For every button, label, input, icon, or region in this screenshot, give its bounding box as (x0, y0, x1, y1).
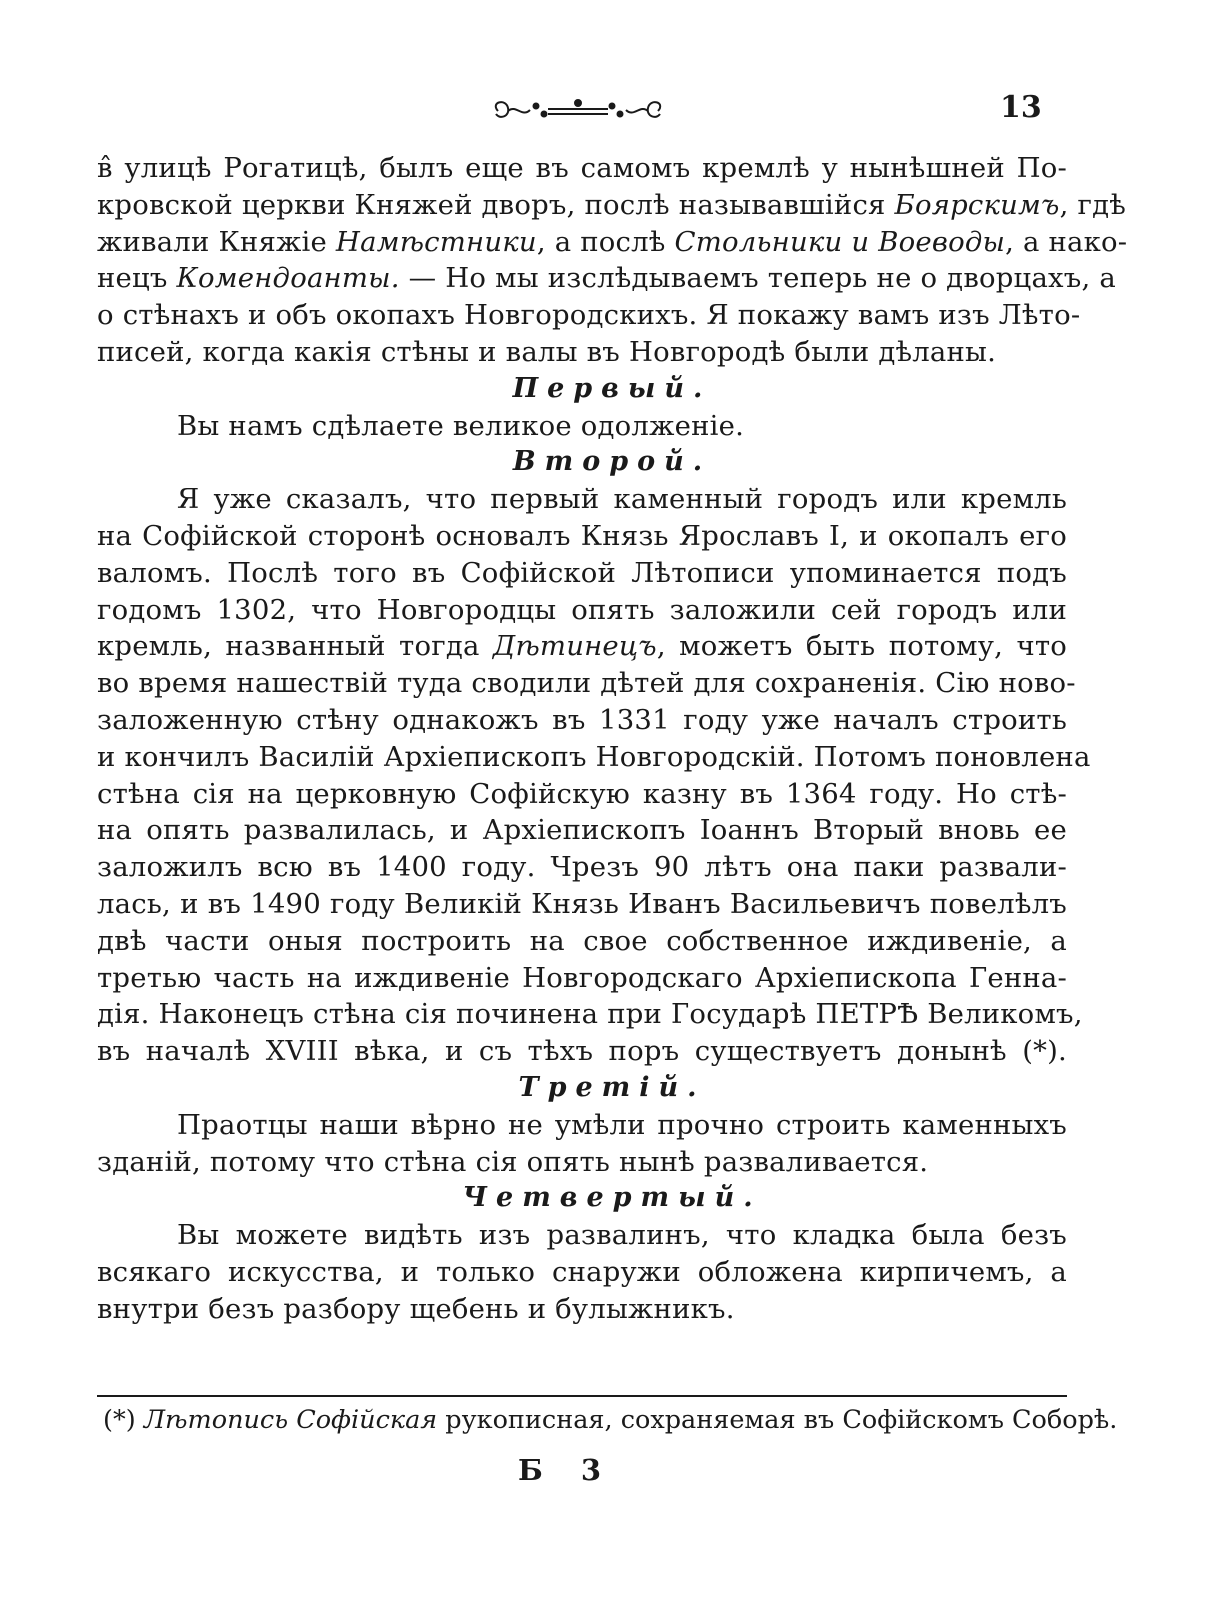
text-line: во время нашествiй туда сводили дѣтей для сохраненiя. Сiю ново- (97, 667, 1076, 700)
text-line: Я уже сказалъ, что первый каменный городъ или кремль (177, 483, 1067, 516)
speaker-heading-third: Третiй. (518, 1071, 706, 1103)
text-line: кремль, названный тогда Дѣтинецъ, можетъ быть потому, что (97, 630, 1067, 663)
italic-term: Дѣтинецъ (492, 630, 657, 663)
ornament-icon (488, 94, 668, 128)
text-line: в̂ улицѣ Рогатицѣ, былъ еще въ самомъ кремлѣ у нынѣшней По- (97, 152, 1067, 184)
text-line: кровской церкви Княжей дворъ, послѣ называвшiйся Боярскимъ, гдѣ (97, 188, 1127, 221)
text-line: внутри безъ разбору щебень и булыжникъ. (97, 1292, 735, 1325)
italic-term: Комендоанты. (176, 262, 400, 295)
text-line: лась, и въ 1490 году Великiй Князь Иванъ Васильевичъ повелѣлъ (97, 887, 1067, 920)
text-line: двѣ части оныя построить на свое собственное иждивенiе, а (97, 924, 1067, 957)
speaker-heading-first: Первый. (512, 372, 712, 404)
italic-term: Боярскимъ (894, 188, 1060, 221)
text-line: въ началѣ XVIII вѣка, и съ тѣхъ поръ существуетъ донынѣ (*). (97, 1035, 1067, 1068)
text-line: зданiй, потому что стѣна сiя опять нынѣ разваливается. (97, 1145, 929, 1178)
text-line: годомъ 1302, что Новгородцы опять заложили сей городъ или (97, 593, 1067, 626)
text-line: и кончилъ Василiй Архiепископъ Новгородскiй. Потомъ поновлена (97, 740, 1091, 773)
text-line: третью часть на иждивенiе Новгородскаго Архiепископа Генна- (97, 961, 1067, 994)
text-line: Вы намъ сдѣлаете великое одолженiе. (177, 409, 745, 442)
speaker-heading-fourth: Четвертый. (462, 1182, 762, 1214)
speaker-heading-second: Второй. (512, 446, 712, 478)
text-line: о стѣнахъ и объ окопахъ Новгородскихъ. Я покажу вамъ изъ Лѣто- (97, 299, 1081, 332)
italic-term: Стольники и Воеводы (674, 225, 1006, 258)
footnote-mark: (*) (103, 1405, 136, 1435)
text-line: Праотцы наши вѣрно не умѣли прочно строить каменныхъ (177, 1108, 1067, 1141)
text-line: живали Княжiе Намѣстники, а послѣ Стольники и Воеводы, а нако- (97, 225, 1128, 258)
italic-term: Лѣтопись Софiйская (143, 1405, 438, 1435)
body-text (97, 150, 1128, 1328)
text-line: заложенную стѣну однакожъ въ 1331 году уже началъ строить (97, 703, 1067, 736)
text-line: Вы можете видѣть изъ развалинъ, что кладка была безъ (177, 1219, 1067, 1252)
page-header (0, 88, 1213, 132)
italic-term: Намѣстники (335, 225, 537, 258)
text-line: нецъ Комендоанты. — Но мы изслѣдываемъ теперь не о дворцахъ, а (97, 262, 1116, 295)
printer-signature-mark: Б 3 (518, 1453, 616, 1487)
text-line: всякаго искусства, и только снаружи обложена кирпичемъ, а (97, 1255, 1067, 1288)
text-line: на опять развалилась, и Архiепископъ Iоаннъ Вторый вновь ее (97, 814, 1067, 847)
text-line: стѣна сiя на церковную Софiйскую казну въ 1364 году. Но стѣ- (97, 777, 1067, 810)
text-line: на Софiйской сторонѣ основалъ Князь Ярославъ I, и окопалъ его (97, 519, 1067, 552)
text-line: валомъ. Послѣ того въ Софiйской Лѣтописи упоминается подъ (97, 556, 1067, 589)
text-line: дiя. Наконецъ стѣна сiя починена при Государѣ ПЕТРѢ Великомъ, (97, 998, 1083, 1031)
page-number: 13 (1000, 90, 1042, 125)
text-line: писей, когда какiя стѣны и валы въ Новгородѣ были дѣланы. (97, 335, 997, 368)
footnote-divider (97, 1395, 1067, 1397)
text-line: заложилъ всю въ 1400 году. Чрезъ 90 лѣтъ она паки развали- (97, 851, 1067, 884)
footnote: (*) Лѣтопись Софiйская рукописная, сохраняемая въ Софiйскомъ Соборѣ. (103, 1405, 1118, 1435)
